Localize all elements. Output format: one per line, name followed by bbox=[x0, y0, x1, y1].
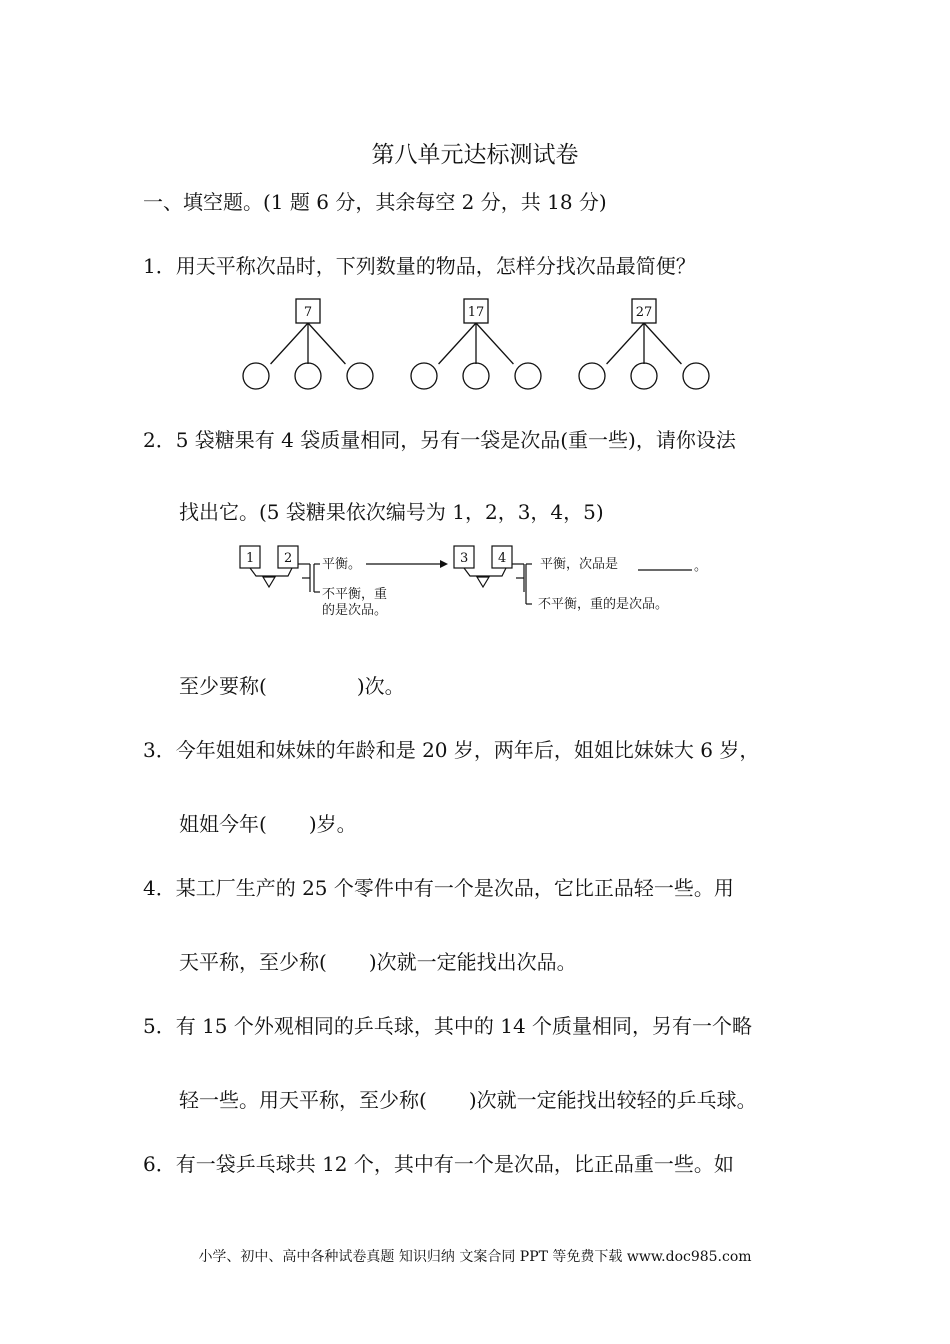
q2-balance-diagram bbox=[236, 544, 716, 628]
answer-circle[interactable] bbox=[243, 363, 269, 389]
question-6-line1: 6．有一袋乒乓球共 12 个，其中有一个是次品，比正品重一些。如 bbox=[143, 1152, 734, 1176]
answer-circle[interactable] bbox=[515, 363, 541, 389]
q3-suffix: )岁。 bbox=[308, 812, 357, 836]
tree-branch bbox=[644, 323, 681, 364]
tree-root-label: 17 bbox=[467, 305, 485, 320]
question-4-line2 bbox=[179, 946, 577, 975]
tree-root-label: 27 bbox=[635, 305, 653, 320]
question-4-line1: 4．某工厂生产的 25 个零件中有一个是次品，它比正品轻一些。用 bbox=[143, 876, 734, 900]
page-title: 第八单元达标测试卷 bbox=[371, 142, 579, 168]
answer-circle[interactable] bbox=[347, 363, 373, 389]
q3-prompt: 姐姐今年( bbox=[179, 812, 267, 836]
tree-branch bbox=[476, 323, 513, 364]
q5-suffix: )次就一定能找出较轻的乒乓球。 bbox=[468, 1088, 757, 1112]
question-5-line2 bbox=[179, 1084, 757, 1113]
footer-text: 小学、初中、高中各种试卷真题 知识归纳 文案合同 PPT 等免费下载 www.doc985.com bbox=[198, 1249, 752, 1265]
box-4-label: 4 bbox=[498, 551, 507, 566]
q2-prompt: 至少要称( bbox=[179, 674, 267, 698]
question-3-line2 bbox=[179, 808, 357, 837]
balanced-label: 平衡。 bbox=[322, 557, 362, 572]
tree-branch bbox=[308, 323, 345, 364]
balanced2-label: 平衡，次品是 bbox=[540, 557, 619, 572]
balance-fulcrum-icon bbox=[263, 577, 275, 587]
unbalanced-label-1: 不平衡，重 bbox=[322, 587, 388, 602]
q5-prompt: 轻一些。用天平称，至少称( bbox=[179, 1088, 427, 1112]
answer-circle[interactable] bbox=[411, 363, 437, 389]
tree-branch bbox=[439, 323, 476, 364]
answer-circle[interactable] bbox=[579, 363, 605, 389]
balanced2-end: 。 bbox=[694, 559, 708, 574]
section-heading: 一、填空题。(1 题 6 分，其余每空 2 分，共 18 分) bbox=[143, 190, 607, 214]
question-2-line1: 2．5 袋糖果有 4 袋质量相同，另有一袋是次品(重一些)，请你设法 bbox=[143, 428, 736, 452]
q4-suffix: )次就一定能找出次品。 bbox=[368, 950, 577, 974]
unbalanced2-label: 不平衡，重的是次品。 bbox=[538, 597, 669, 612]
answer-circle[interactable] bbox=[631, 363, 657, 389]
tree-branch bbox=[271, 323, 308, 364]
q1-tree-diagram bbox=[230, 296, 720, 396]
question-2-line2: 找出它。(5 袋糖果依次编号为 1，2，3，4，5) bbox=[179, 500, 604, 524]
question-5-line1: 5．有 15 个外观相同的乒乓球，其中的 14 个质量相同，另有一个略 bbox=[143, 1014, 753, 1038]
box-1-label: 1 bbox=[246, 551, 255, 566]
q4-prompt: 天平称，至少称( bbox=[179, 950, 327, 974]
tree-branch bbox=[607, 323, 644, 364]
box-3-label: 3 bbox=[460, 551, 469, 566]
unbalanced-label-2: 的是次品。 bbox=[322, 603, 388, 618]
question-1: 1．用天平称次品时，下列数量的物品，怎样分找次品最简便？ bbox=[143, 254, 696, 278]
q2-suffix: )次。 bbox=[356, 674, 405, 698]
question-3-line1: 3．今年姐姐和妹妹的年龄和是 20 岁，两年后，姐姐比妹妹大 6 岁， bbox=[143, 738, 760, 762]
box-2-label: 2 bbox=[284, 551, 293, 566]
balance-fulcrum-icon bbox=[477, 577, 489, 587]
answer-circle[interactable] bbox=[463, 363, 489, 389]
answer-circle[interactable] bbox=[683, 363, 709, 389]
tree-root-label: 7 bbox=[303, 305, 313, 320]
answer-circle[interactable] bbox=[295, 363, 321, 389]
question-2-line3 bbox=[179, 670, 405, 699]
